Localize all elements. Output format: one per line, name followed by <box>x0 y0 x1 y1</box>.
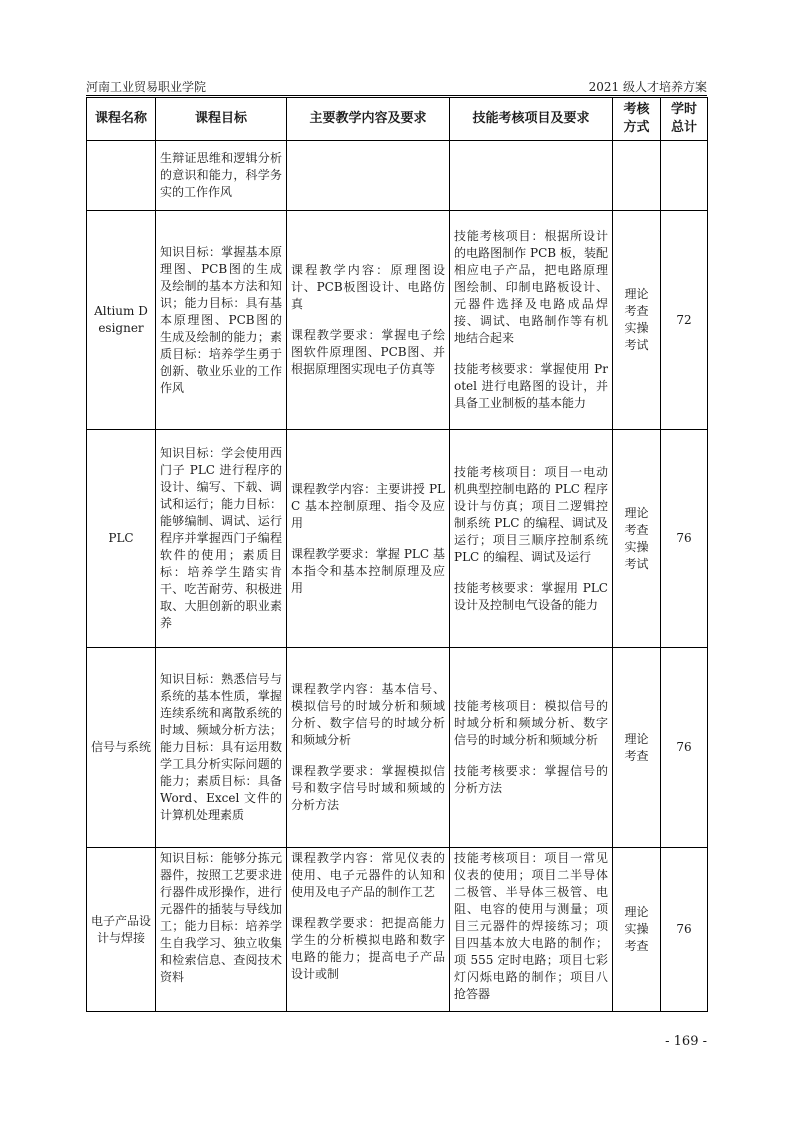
course-content <box>287 430 450 648</box>
exam-method-line: 考查 <box>624 522 649 537</box>
requirement-text: 掌握电子绘图软件原理图、PCB图、并根据原理图实现电子仿真等 <box>291 328 445 376</box>
col-header-name: 课程名称 <box>87 98 156 141</box>
course-exam <box>613 848 661 1012</box>
col-header-hours-line: 学时 <box>670 102 697 117</box>
skill-label: 技能考核项目： <box>454 851 545 865</box>
course-hours: 76 <box>661 430 708 648</box>
course-hours <box>661 141 708 211</box>
course-exam <box>613 211 661 430</box>
skill-requirement-label: 技能考核要求： <box>454 580 542 595</box>
requirement-label: 课程教学要求： <box>291 546 376 561</box>
course-objective: 知识目标：熟悉信号与系统的基本性质，掌握连续系统和离散系统的时域、频域分析方法；能力目标：具有运用数学工具分析实际问题的能力；素质目标：具备 Word、Excel 文件的计算机处理素质 <box>156 648 287 848</box>
table-row <box>87 211 708 430</box>
exam-method-line: 考查 <box>624 939 649 953</box>
header-plan-title: 2021 级人才培养方案 <box>588 80 707 94</box>
col-header-exam-line: 方式 <box>623 120 650 135</box>
exam-method-line: 考查 <box>624 304 649 318</box>
table-row <box>87 648 708 848</box>
requirement-text: 掌握模拟信号和数字信号时域和频域的分析方法 <box>291 764 445 812</box>
skill-text: 模拟信号的时域分析和频域分析、数字信号的时域分析和频域分析 <box>454 699 608 747</box>
course-objective: 知识目标：掌握基本原理图、PCB图的生成及绘制的基本方法和知识；能力目标：具有基本原理图、PCB图的生成及绘制的能力；素质目标：培养学生勇于创新、敬业乐业的工作作风 <box>156 211 287 430</box>
course-objective: 生辩证思维和逻辑分析的意识和能力，科学务实的工作作风 <box>156 141 287 211</box>
skill-text: 项目一电动机典型控制电路的 PLC 程序设计与仿真；项目二逻辑控制系统 PLC 的编程、调试及运行；项目三顺序控制系统 PLC 的编程、调试及运行 <box>454 464 608 564</box>
exam-method-line: 考试 <box>624 556 649 571</box>
content-label: 课程教学内容： <box>291 263 391 277</box>
page-number: - 169 - <box>665 1034 707 1049</box>
course-skill <box>450 648 613 848</box>
course-skill <box>450 141 613 211</box>
course-objective: 知识目标：学会使用西门子 PLC 进行程序的设计、编写、下载、调试和运行；能力目标：能够编制、调试、运行程序并掌握西门子编程软件的使用；素质目标：培养学生踏实肯干、吃苦耐劳、积极进取、大胆创新的职业素养 <box>156 430 287 648</box>
exam-method-line: 理论 <box>624 287 649 301</box>
course-name <box>87 141 156 211</box>
course-name: Altium Designer <box>87 211 156 430</box>
exam-method-line: 实操 <box>624 922 649 936</box>
course-name: 电子产品设计与焊接 <box>87 848 156 1012</box>
col-header-objective: 课程目标 <box>156 98 287 141</box>
skill-label: 技能考核项目： <box>454 464 545 479</box>
content-label: 课程教学内容： <box>291 851 382 865</box>
course-exam <box>613 430 661 648</box>
header-institution: 河南工业贸易职业学院 <box>86 80 207 94</box>
course-hours: 72 <box>661 211 708 430</box>
course-content <box>287 141 450 211</box>
col-header-hours-line: 总计 <box>670 120 697 135</box>
requirement-text: 掌握 PLC 基本指令和基本控制原理及应用 <box>291 546 445 595</box>
exam-method-line: 理论 <box>624 731 649 746</box>
content-text: 常见仪表的使用、电子元器件的认知和使用及电子产品的制作工艺 <box>291 851 445 899</box>
skill-label: 技能考核项目： <box>454 229 545 243</box>
skill-requirement-text: 掌握用 PLC 设计及控制电气设备的能力 <box>454 580 608 612</box>
content-text: 基本信号、模拟信号的时域分析和频域分析、数字信号的时域分析和频域分析 <box>291 682 445 747</box>
table-row <box>87 141 708 211</box>
course-objective: 知识目标：能够分拣元器件，按照工艺要求进行器件成形操作，进行元器件的插装与导线加工；能力目标：培养学生自我学习、独立收集和检索信息、查阅技术资料 <box>156 848 287 1012</box>
course-skill <box>450 430 613 648</box>
course-exam <box>613 648 661 848</box>
col-header-exam <box>613 98 661 141</box>
content-label: 课程教学内容： <box>291 481 377 496</box>
course-hours: 76 <box>661 848 708 1012</box>
course-exam <box>613 141 661 211</box>
skill-label: 技能考核项目： <box>454 699 545 713</box>
course-content <box>287 848 450 1012</box>
course-hours: 76 <box>661 648 708 848</box>
requirement-text: 把提高能力学生的分析模拟电路和数字电路的能力；提高电子产品设计或制 <box>291 916 445 981</box>
exam-method-line: 考试 <box>624 338 649 352</box>
table-row <box>87 848 708 1012</box>
col-header-exam-line: 考核 <box>623 102 650 117</box>
header-rule <box>86 95 707 96</box>
course-name: PLC <box>87 430 156 648</box>
exam-method-line: 实操 <box>624 321 649 335</box>
col-header-skill: 技能考核项目及要求 <box>450 98 613 141</box>
skill-requirement-label: 技能考核要求： <box>454 764 545 778</box>
requirement-label: 课程教学要求： <box>291 916 382 930</box>
exam-method-line: 理论 <box>624 905 649 919</box>
col-header-hours <box>661 98 708 141</box>
skill-text: 根据所设计的电路图制作 PCB 板，装配相应电子产品，把电路原理图绘制、印制电路板设计、元器件选择及电路成品焊接、调试、电路制作等有机地结合起来 <box>454 229 608 345</box>
course-content <box>287 648 450 848</box>
curriculum-table <box>86 97 708 1012</box>
exam-method-line: 理论 <box>624 505 649 520</box>
content-text: 原理图设计、PCB板图设计、电路仿真 <box>291 263 445 311</box>
skill-requirement-text: 掌握使用 Protel 进行电路图的设计，并具备工业制板的基本能力 <box>454 362 608 410</box>
skill-text: 项目一常见仪表的使用；项目二半导体二极管、半导体三极管、电阻、电容的使用与测量；项目三元器件的焊接练习；项目四基本放大电路的制作；项 555 定时电路；项目七彩灯闪烁电路的制作；项目八抢答器 <box>454 851 608 1001</box>
exam-method-line: 考查 <box>624 748 649 763</box>
requirement-label: 课程教学要求： <box>291 764 382 778</box>
content-label: 课程教学内容： <box>291 682 382 696</box>
content-text: 主要讲授 PLC 基本控制原理、指令及应用 <box>291 481 445 530</box>
course-skill <box>450 211 613 430</box>
course-skill <box>450 848 613 1012</box>
requirement-label: 课程教学要求： <box>291 328 382 342</box>
exam-method-line: 实操 <box>624 539 649 554</box>
course-content <box>287 211 450 430</box>
col-header-content: 主要教学内容及要求 <box>287 98 450 141</box>
table-header-row <box>87 98 708 141</box>
course-name: 信号与系统 <box>87 648 156 848</box>
skill-requirement-text: 掌握信号的分析方法 <box>454 764 608 795</box>
skill-requirement-label: 技能考核要求： <box>454 362 541 376</box>
table-row <box>87 430 708 648</box>
